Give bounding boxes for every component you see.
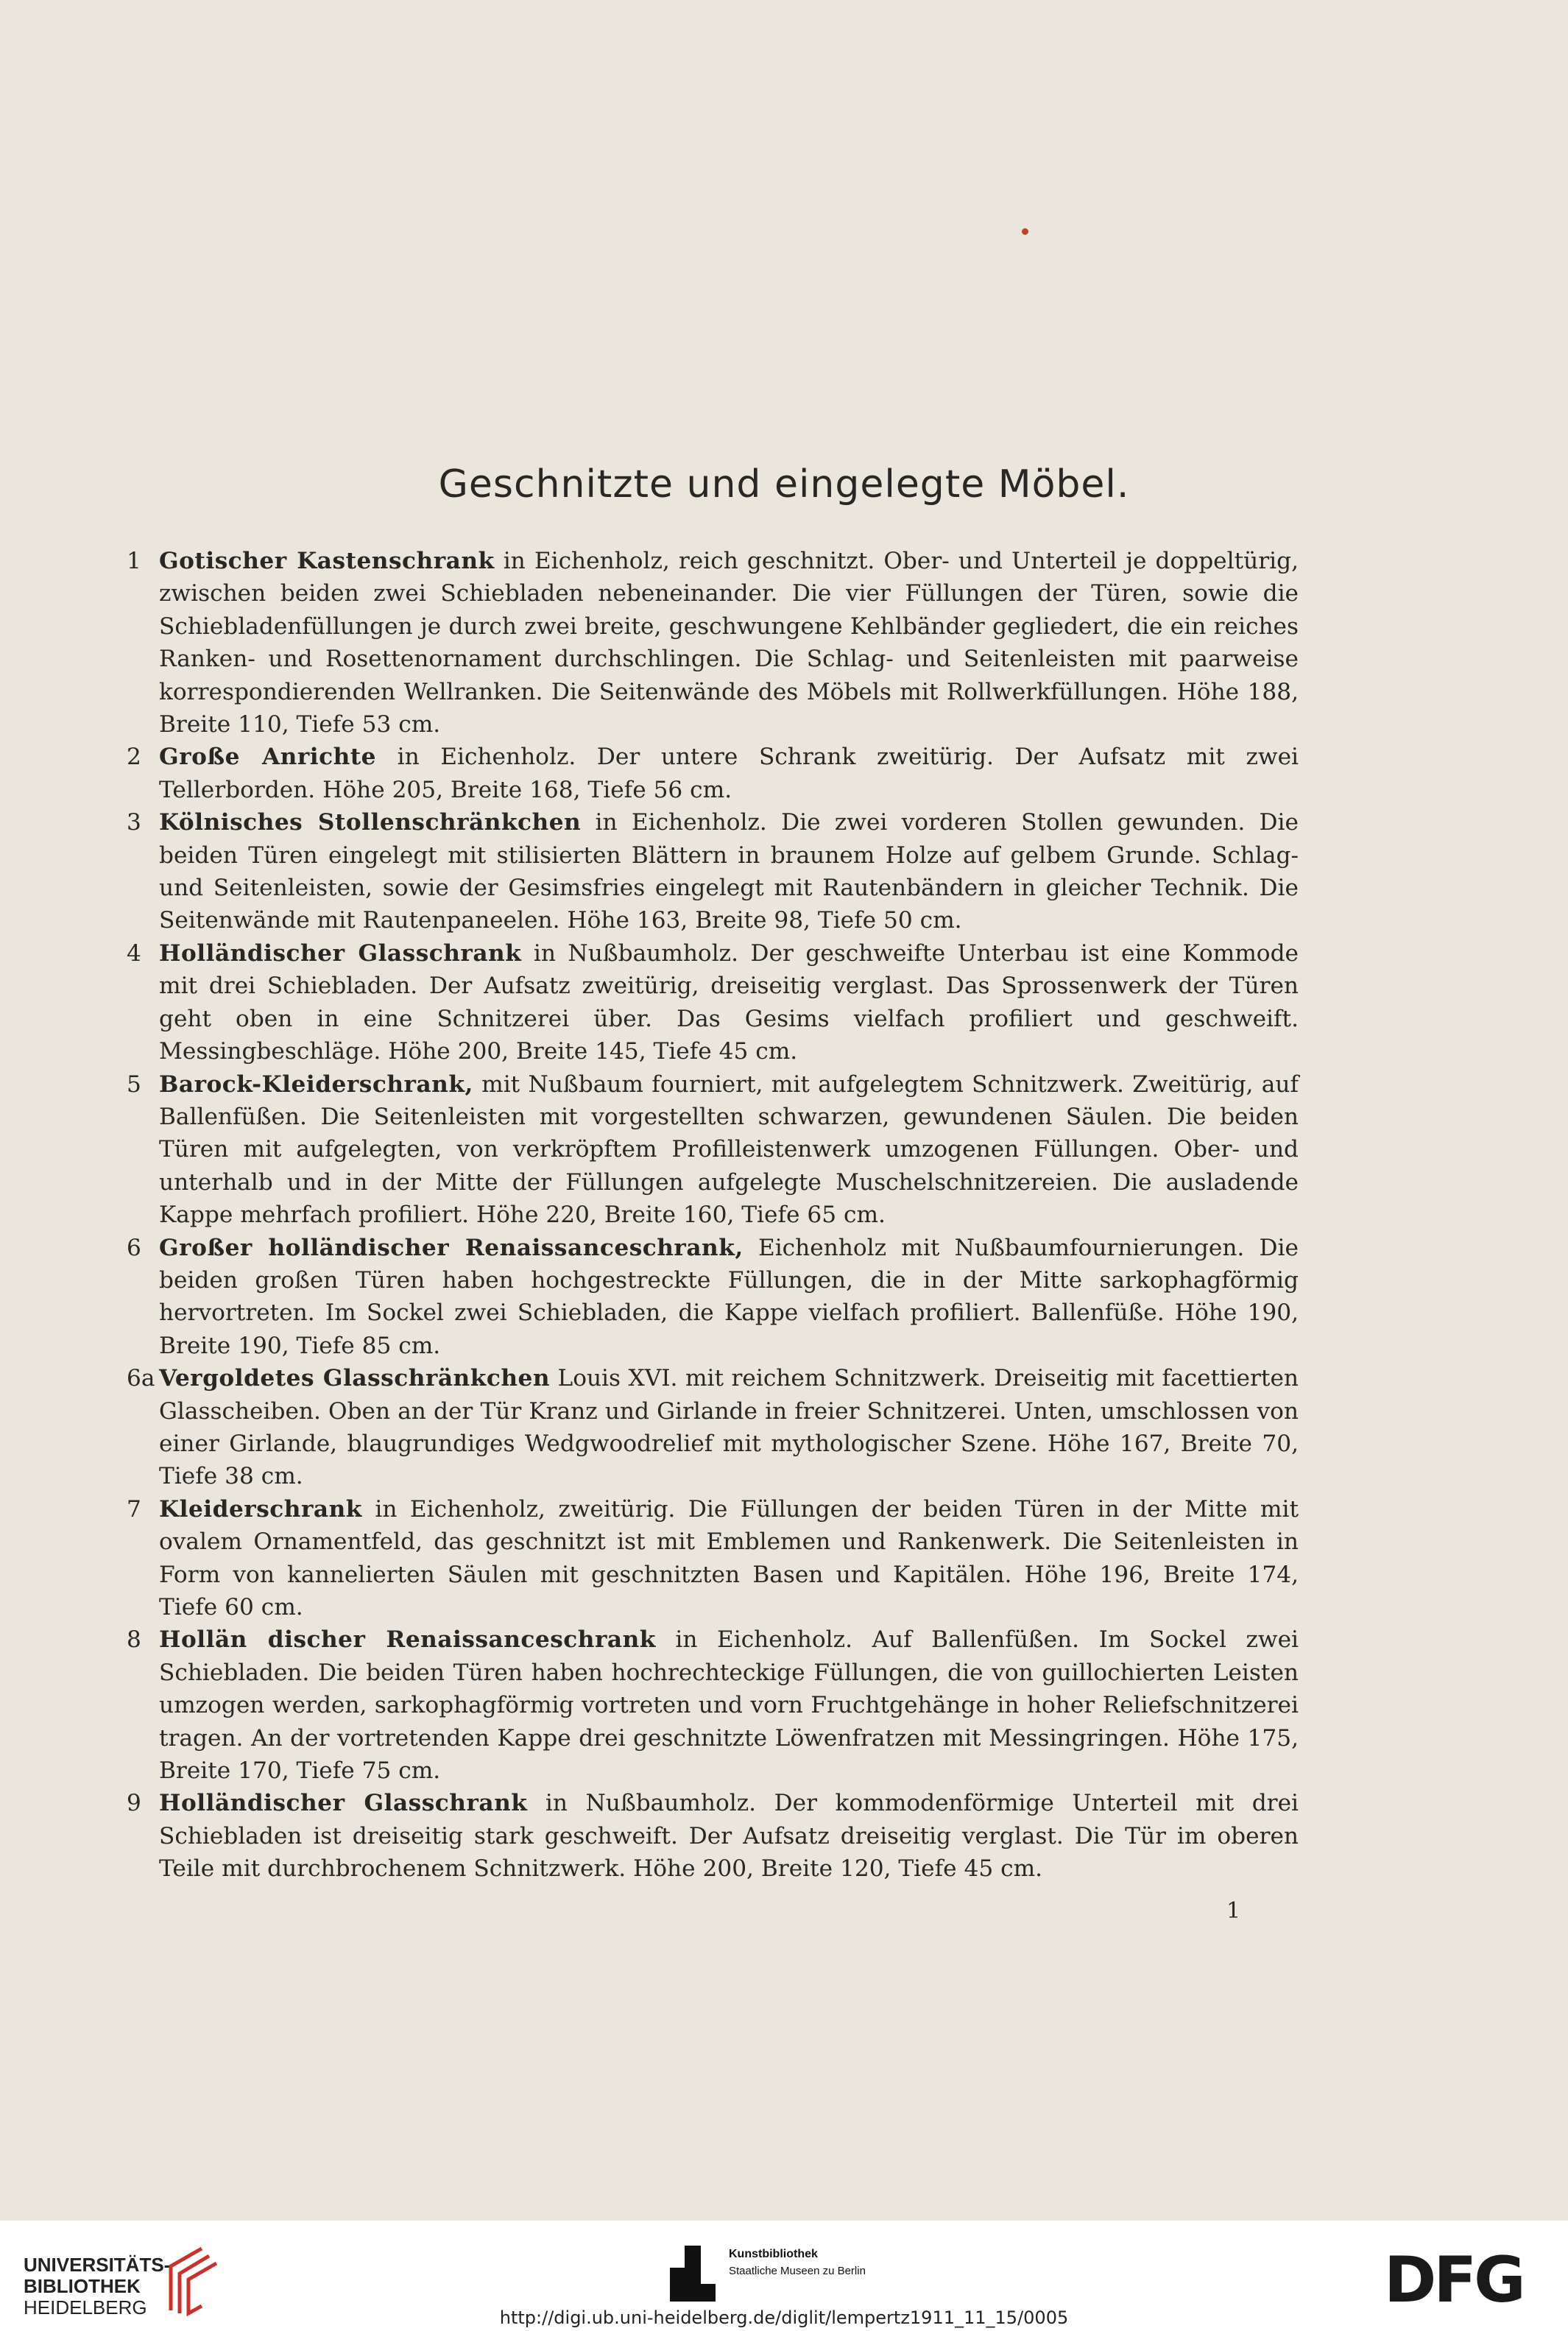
catalogue-entry	[127, 1232, 1299, 1363]
entry-description: Louis XVI. mit reichem Schnitzwerk. Dreiseitig mit facettierten Glasscheiben. Oben an der Tür Kranz und Girlande in freier Schnitzerei. Unten, umschlossen von einer Girlande, blaugrundiges Wedgwoodrelief mit mythologischer Szene. Höhe 167, Breite 70, Tiefe 38 cm.	[159, 1365, 1299, 1490]
entry-number: 4	[127, 939, 141, 967]
ub-logo-line3: HEIDELBERG	[24, 2296, 147, 2318]
entry-description: in Eichenholz, zweitürig. Die Füllungen der beiden Türen in der Mitte mit ovalem Ornamentfeld, das geschnitzt ist mit Emblemen und Rankenwerk. Die Seitenleisten in Form von kannelierten Säulen mit geschnitzten Basen und Kapitälen. Höhe 196, Breite 174, Tiefe 60 cm.	[159, 1495, 1299, 1621]
entry-description: in Eichenholz. Die zwei vorderen Stollen gewunden. Die beiden Türen eingelegt mit stilisierten Blättern in braunem Holze auf gelbem Grunde. Schlag- und Seitenleisten, sowie der Gesimsfries eingelegt mit Rautenbändern in gleicher Technik. Die Seitenwände mit Rautenpaneelen. Höhe 163, Breite 98, Tiefe 50 cm.	[159, 809, 1299, 934]
entry-name: Großer holländischer Renaissanceschrank,	[159, 1234, 744, 1261]
entry-description: mit Nußbaum fourniert, mit aufgelegtem Schnitzwerk. Zweitürig, auf Ballenfüßen. Die Seitenleisten mit vorgestellten schwarzen, gewundenen Säulen. Die beiden Türen mit aufgelegten, von verkröpftem Profilleistenwerk umzogenen Füllungen. Ober- und unterhalb und in der Mitte der Füllungen aufgelegte Muschelschnitzereien. Die ausladende Kappe mehrfach profiliert. Höhe 220, Breite 160, Tiefe 65 cm.	[159, 1071, 1299, 1229]
page-title: Geschnitzte und eingelegte Möbel.	[438, 462, 1130, 507]
entry-number: 7	[127, 1495, 141, 1523]
entry-description: in Nußbaumholz. Der kommodenförmige Unterteil mit drei Schiebladen ist dreiseitig stark geschweift. Der Aufsatz dreiseitig verglast. Die Tür im oberen Teile mit durchbrochenem Schnitzwerk. Höhe 200, Breite 120, Tiefe 45 cm.	[159, 1790, 1299, 1883]
entry-description: in Eichenholz, reich geschnitzt. Ober- und Unterteil je doppeltürig, zwischen beiden zwei Schiebladen nebeneinander. Die vier Füllungen der Türen, sowie die Schiebladenfüllungen je durch zwei breite, geschwungene Kehlbänder gegliedert, die ein reiches Ranken- und Rosettenornament durchschlingen. Die Schlag- und Seitenleisten mit paarweise korrespondierenden Wellranken. Die Seitenwände des Möbels mit Rollwerkfüllungen. Höhe 188, Breite 110, Tiefe 53 cm.	[159, 548, 1299, 738]
catalogue-entry	[127, 937, 1299, 1068]
catalogue-entry	[127, 741, 1299, 806]
entry-name: Kölnisches Stollenschränkchen	[159, 809, 582, 836]
entry-description: in Nußbaumholz. Der geschweifte Unterbau ist eine Kommode mit drei Schiebladen. Der Aufsatz zweitürig, dreiseitig verglast. Das Sprossenwerk der Türen geht oben in eine Schnitzerei über. Das Gesims vielfach profiliert und geschweift. Messingbeschläge. Höhe 200, Breite 145, Tiefe 45 cm.	[159, 939, 1299, 1065]
catalogue-entry	[127, 1362, 1299, 1493]
entry-number: 6	[127, 1234, 141, 1261]
entry-number: 9	[127, 1790, 141, 1817]
entry-number: 5	[127, 1071, 141, 1098]
entry-name: Barock-Kleiderschrank,	[159, 1071, 473, 1098]
dfg-logo[interactable]	[1384, 2249, 1553, 2310]
entry-number: 8	[127, 1626, 141, 1654]
entry-number: 2	[127, 744, 141, 771]
entry-name: Holländischer Glasschrank	[159, 939, 522, 967]
entry-name: Holländischer Glasschrank	[159, 1790, 528, 1817]
entry-number: 1	[127, 548, 141, 574]
entry-name: Kleiderschrank	[159, 1495, 362, 1523]
permalink-url[interactable]: http://digi.ub.uni-heidelberg.de/diglit/lempertz1911_11_15/0005	[499, 2307, 1069, 2328]
kunstbibliothek-icon	[670, 2246, 716, 2302]
ub-logo-line2: BIBLIOTHEK	[24, 2275, 141, 2297]
red-ink-dot	[1022, 228, 1028, 235]
catalogue-entry	[127, 1623, 1299, 1787]
entry-description: in Eichenholz. Auf Ballenfüßen. Im Sockel zwei Schiebladen. Die beiden Türen haben hochrechteckige Füllungen, die von guillochierten Leisten umzogen werden, sarkophagförmig vortreten und vorn Fruchtgehänge in hoher Reliefschnitzerei tragen. An der vortretenden Kappe drei geschnitzte Löwenfratzen mit Messingringen. Höhe 175, Breite 170, Tiefe 75 cm.	[159, 1626, 1299, 1785]
catalogue-entries	[127, 545, 1299, 1886]
kunstbibliothek-title: Kunstbibliothek	[729, 2248, 818, 2260]
catalogue-entry	[127, 1787, 1299, 1885]
entry-number: 3	[127, 809, 141, 836]
entry-number: 6a	[127, 1365, 155, 1392]
entry-name: Gotischer Kastenschrank	[159, 548, 495, 574]
catalogue-entry	[127, 545, 1299, 741]
entry-description: in Eichenholz. Der untere Schrank zweitürig. Der Aufsatz mit zwei Tellerborden. Höhe 205, Breite 168, Tiefe 56 cm.	[159, 744, 1299, 803]
catalogue-entry	[127, 1493, 1299, 1624]
kunstbibliothek-subtitle: Staatliche Museen zu Berlin	[729, 2265, 866, 2277]
catalogue-entry	[127, 806, 1299, 937]
catalogue-entry	[127, 1068, 1299, 1232]
footer-bar	[0, 2221, 1568, 2331]
dfg-logo-text: DFG	[1384, 2249, 1523, 2310]
page-number: 1	[1226, 1898, 1241, 1924]
entry-name: Hollän discher Renaissanceschrank	[159, 1626, 656, 1654]
ub-logo-line1: UNIVERSITÄTS-	[24, 2254, 171, 2276]
entry-name: Vergoldetes Glasschränkchen	[159, 1365, 551, 1392]
entry-description: Eichenholz mit Nußbaumfournierungen. Die beiden großen Türen haben hochgestreckte Füllungen, die in der Mitte sarkophagförmig hervortreten. Im Sockel zwei Schiebladen, die Kappe vielfach profiliert. Ballenfüße. Höhe 190, Breite 190, Tiefe 85 cm.	[159, 1234, 1299, 1359]
ub-bracket-icon	[158, 2243, 224, 2316]
entry-name: Große Anrichte	[159, 744, 377, 771]
